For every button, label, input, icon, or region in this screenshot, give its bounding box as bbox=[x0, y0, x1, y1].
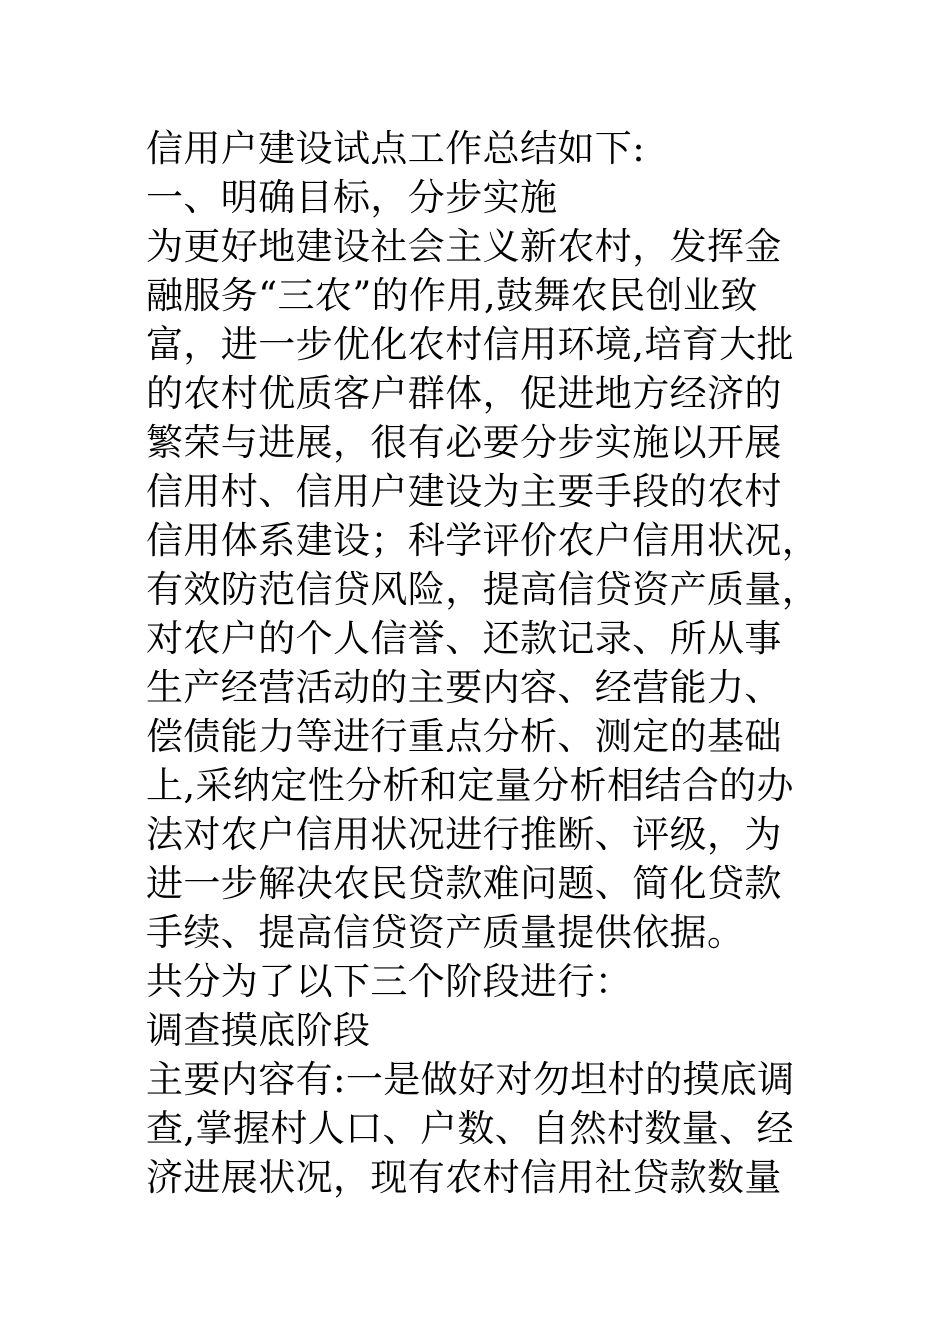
subsection-heading: 调查摸底阶段 bbox=[146, 1009, 371, 1052]
paragraph-line: 对农户的个人信誉、还款记录、所从事 bbox=[146, 617, 782, 660]
paragraph-line: 信用体系建设；科学评价农户信用状况， bbox=[146, 519, 820, 562]
paragraph-line: 的农村优质客户群体，促进地方经济的 bbox=[146, 372, 782, 415]
paragraph-line: 进一步解决农民贷款难问题、简化贷款 bbox=[146, 862, 782, 905]
paragraph-line: 有效防范信贷风险，提高信贷资产质量， bbox=[146, 568, 820, 611]
paragraph-line: 融服务“三农”的作用,鼓舞农民创业致 bbox=[146, 274, 758, 317]
paragraph-line: 法对农户信用状况进行推断、评级，为 bbox=[146, 813, 782, 856]
heading-summary: 信用户建设试点工作总结如下: bbox=[146, 127, 646, 170]
document-body bbox=[146, 124, 846, 1202]
paragraph-line: 上,采纳定性分析和定量分析相结合的办 bbox=[146, 764, 794, 807]
paragraph-line: 共分为了以下三个阶段进行： bbox=[146, 960, 633, 1003]
paragraph-line: 为更好地建设社会主义新农村，发挥金 bbox=[146, 225, 782, 268]
paragraph-line: 查,掌握村人口、户数、自然村数量、经 bbox=[146, 1107, 794, 1150]
paragraph-line: 济进展状况，现有农村信用社贷款数量 bbox=[146, 1156, 782, 1199]
paragraph-line: 信用村、信用户建设为主要手段的农村 bbox=[146, 470, 782, 513]
section-heading-1: 一、明确目标，分步实施 bbox=[146, 176, 558, 219]
paragraph-line: 富，进一步优化农村信用环境,培育大批 bbox=[146, 323, 794, 366]
paragraph-line: 主要内容有:一是做好对勿坦村的摸底调 bbox=[146, 1058, 795, 1101]
paragraph-line: 生产经营活动的主要内容、经营能力、 bbox=[146, 666, 782, 709]
paragraph-line: 繁荣与进展，很有必要分步实施以开展 bbox=[146, 421, 782, 464]
paragraph-line: 偿债能力等进行重点分析、测定的基础 bbox=[146, 715, 782, 758]
paragraph-line: 手续、提高信贷资产质量提供依据。 bbox=[146, 911, 745, 954]
